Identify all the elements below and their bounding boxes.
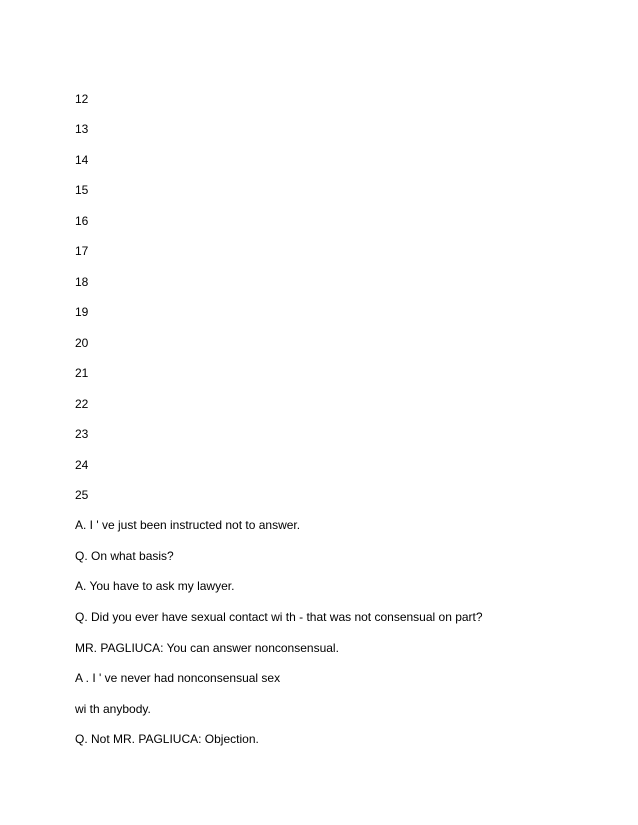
line-number: 13 — [75, 122, 89, 136]
line-number: 24 — [75, 458, 89, 472]
transcript-line: A. You have to ask my lawyer. — [75, 579, 235, 593]
line-number: 19 — [75, 305, 89, 319]
transcript-line: A. I ' ve just been instructed not to answer. — [75, 518, 301, 532]
line-number: 23 — [75, 427, 89, 441]
line-number: 12 — [75, 92, 89, 106]
line-number: 16 — [75, 214, 89, 228]
line-number: 21 — [75, 366, 89, 380]
line-number: 18 — [75, 275, 89, 289]
line-number: 25 — [75, 488, 89, 502]
line-number: 20 — [75, 336, 89, 350]
transcript-line: Q. On what basis? — [75, 549, 174, 563]
transcript-line: wi th anybody. — [75, 702, 151, 716]
line-number: 15 — [75, 183, 89, 197]
transcript-line: Q. Not MR. PAGLIUCA: Objection. — [75, 732, 259, 746]
transcript-line: A . I ' ve never had nonconsensual sex — [75, 671, 281, 685]
line-number: 22 — [75, 397, 89, 411]
transcript-line: MR. PAGLIUCA: You can answer nonconsensual. — [75, 641, 339, 655]
transcript-line: Q. Did you ever have sexual contact wi th - that was not consensual on part? — [75, 610, 483, 624]
line-number: 14 — [75, 153, 89, 167]
line-number: 17 — [75, 244, 89, 258]
